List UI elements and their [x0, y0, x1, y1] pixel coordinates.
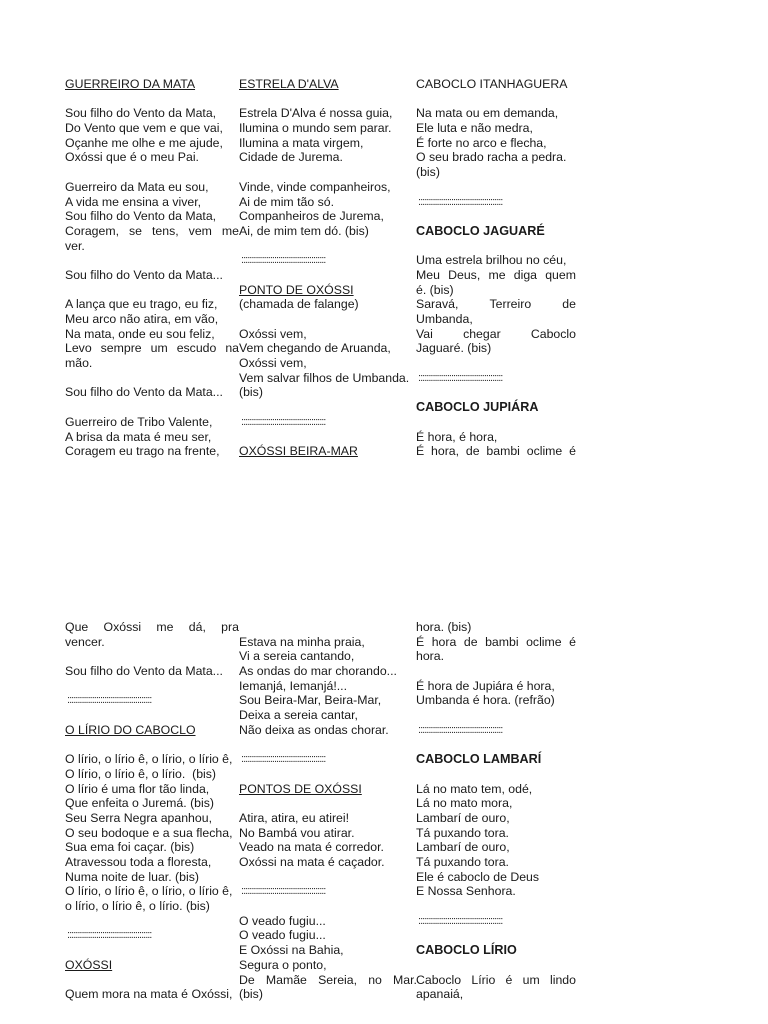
verse-line: E Oxóssi na Bahia, — [239, 943, 344, 958]
section-title: OXÓSSI — [65, 957, 113, 972]
verse-line-justified: Que Oxóssi me dá, pra — [65, 620, 239, 634]
verse-line: Vinde, vinde companheiros, — [239, 179, 391, 194]
blank-line — [239, 870, 417, 885]
blank-line — [239, 899, 417, 914]
blank-line — [239, 268, 417, 283]
blank-line — [239, 400, 417, 415]
blank-line — [65, 400, 239, 415]
dotted-separator: ::::::::::::::::::::::::::::::::::::::::: — [65, 929, 152, 942]
verse-line: Lá no mato mora, — [416, 796, 513, 811]
verse-line: Vem salvar filhos de Umbanda. — [239, 370, 410, 385]
verse-line: Na mata, onde eu sou feliz, — [65, 326, 215, 341]
verse-line: CABOCLO ITANHAGUERA — [416, 77, 568, 91]
verse-line: apanaiá, — [416, 987, 464, 1002]
verse-line: As ondas do mar chorando... — [239, 664, 397, 679]
verse-line: Não deixa as ondas chorar. — [239, 722, 389, 737]
blank-line — [65, 738, 239, 753]
dotted-separator: ::::::::::::::::::::::::::::::::::::::::: — [416, 723, 503, 736]
blank-line — [239, 620, 417, 635]
verse-line-justified: De Mamãe Sereia, no Mar. — [239, 972, 417, 987]
verse-line: Umbanda é hora. (refrão) — [416, 693, 555, 708]
verse-line: Meu arco não atira, em vão, — [65, 312, 219, 326]
verse-line: A brisa da mata é meu ser, — [65, 429, 212, 444]
verse-line: Quem mora na mata é Oxóssi, — [65, 987, 233, 1002]
blank-line — [65, 283, 239, 298]
verse-line: O seu bodoque e a sua flecha, — [65, 825, 233, 840]
verse-line: Ele é caboclo de Deus — [416, 869, 540, 884]
bottom-column-3 — [416, 620, 576, 1002]
verse-line: Cidade de Jurema. — [239, 150, 343, 165]
section-title: OXÓSSI BEIRA-MAR — [239, 444, 358, 459]
verse-line-justified: Caboclo Lírio é um lindo — [416, 972, 576, 987]
top-column-1 — [65, 77, 239, 459]
blank-line — [416, 239, 576, 254]
blank-line — [416, 708, 576, 723]
verse-line: (chamada de falange) — [239, 297, 359, 312]
top-column-2 — [239, 77, 417, 459]
verse-line: O veado fugiu... — [239, 913, 326, 928]
blank-line — [239, 796, 417, 811]
blank-line — [65, 371, 239, 386]
verse-line: Iemanjá, Iemanjá!... — [239, 678, 347, 693]
verse-line: (bis) — [416, 165, 440, 180]
verse-line: Uma estrela brilhou no céu, — [416, 253, 567, 268]
verse-line: É forte no arco e flecha, — [416, 135, 547, 150]
verse-line: Atravessou toda a floresta, — [65, 855, 212, 869]
section-title: PONTOS DE OXÓSSI — [239, 781, 362, 796]
blank-line — [65, 679, 239, 694]
section-title: ESTRELA D'ALVA — [239, 77, 339, 91]
verse-line: (bis) — [239, 385, 263, 400]
verse-line: O lírio, o lírio ê, o lírio, o lírio ê, — [65, 752, 233, 767]
verse-line: É hora, é hora, — [416, 429, 498, 444]
verse-line: Na mata ou em demanda, — [416, 106, 559, 121]
verse-line: A vida me ensina a viver, — [65, 194, 202, 209]
verse-line: Estrela D'Alva é nossa guia, — [239, 106, 393, 121]
verse-line: mão. — [65, 356, 93, 371]
verse-line: Oçanhe me olhe e me ajude, — [65, 135, 223, 150]
verse-line: Jaguaré. (bis) — [416, 341, 492, 356]
blank-line — [239, 239, 417, 254]
verse-line-justified: É hora, de bambi oclime é — [416, 444, 576, 459]
blank-line — [239, 92, 417, 107]
verse-line-justified: Levo sempre um escudo na — [65, 341, 239, 356]
verse-line: Guerreiro da Mata eu sou, — [65, 179, 209, 194]
verse-line-justified: É hora de bambi oclime é — [416, 634, 576, 649]
verse-line: hora. (bis) — [416, 620, 472, 634]
blank-line — [416, 209, 576, 224]
section-title: CABOCLO JAGUARÉ — [416, 223, 545, 238]
verse-line: O lírio é uma flor tão linda, — [65, 781, 210, 796]
verse-line-justified: Meu Deus, me diga quem — [416, 267, 576, 282]
verse-line: O veado fugiu... — [239, 928, 326, 943]
blank-line — [239, 165, 417, 180]
verse-line: Sou Beira-Mar, Beira-Mar, — [239, 693, 382, 708]
verse-line: O lírio, o lírio ê, o lírio. (bis) — [65, 766, 217, 781]
verse-line: vencer. — [65, 634, 105, 649]
verse-line: Coragem eu trago na frente, — [65, 444, 220, 459]
verse-line: Ilumina o mundo sem parar. — [239, 121, 392, 136]
blank-line — [239, 430, 417, 445]
verse-line: Companheiros de Jurema, — [239, 209, 384, 224]
blank-line — [416, 415, 576, 430]
bottom-column-1 — [65, 620, 239, 1002]
verse-line: Guerreiro de Tribo Valente, — [65, 414, 213, 429]
verse-line: Tá puxando tora. — [416, 825, 509, 840]
verse-line: Sou filho do Vento da Mata... — [65, 385, 223, 400]
verse-line: Que enfeita o Juremá. (bis) — [65, 796, 214, 811]
verse-line: é. (bis) — [416, 282, 454, 297]
verse-line: Do Vento que vem e que vai, — [65, 121, 223, 136]
blank-line — [239, 312, 417, 327]
blank-line — [65, 92, 239, 107]
verse-line: Ai de mim tão só. — [239, 194, 334, 209]
blank-line — [65, 165, 239, 180]
verse-line: Ilumina a mata virgem, — [239, 135, 364, 150]
blank-line — [65, 708, 239, 723]
verse-line: Lambarí de ouro, — [416, 810, 510, 825]
bottom-column-2 — [239, 620, 417, 1002]
verse-line: Oxóssi vem, — [239, 326, 307, 341]
verse-line: No Bambá vou atirar. — [239, 825, 355, 840]
verse-line: Vi a sereia cantando, — [239, 649, 355, 664]
blank-line — [65, 914, 239, 929]
verse-line: É hora de Jupiára é hora, — [416, 678, 555, 693]
verse-line: hora. — [416, 649, 445, 664]
blank-line — [416, 767, 576, 782]
blank-line — [239, 767, 417, 782]
blank-line — [416, 928, 576, 943]
verse-line: O lírio, o lírio ê, o lírio, o lírio ê, — [65, 884, 233, 899]
verse-line: A lança que eu trago, eu fiz, — [65, 297, 218, 312]
dotted-separator: ::::::::::::::::::::::::::::::::::::::::: — [416, 195, 503, 208]
verse-line: Numa noite de luar. (bis) — [65, 869, 199, 884]
verse-line: Oxóssi na mata é caçador. — [239, 855, 385, 869]
section-title: O LÍRIO DO CABOCLO — [65, 722, 196, 737]
verse-line: Veado na mata é corredor. — [239, 840, 384, 855]
blank-line — [416, 738, 576, 753]
verse-line: Lambarí de ouro, — [416, 840, 510, 855]
blank-line — [416, 664, 576, 679]
blank-line — [416, 899, 576, 914]
blank-line — [65, 253, 239, 268]
dotted-separator: ::::::::::::::::::::::::::::::::::::::::: — [65, 694, 152, 707]
dotted-separator: ::::::::::::::::::::::::::::::::::::::::: — [239, 254, 326, 267]
dotted-separator: ::::::::::::::::::::::::::::::::::::::::: — [239, 415, 326, 428]
section-title: CABOCLO LAMBARÍ — [416, 752, 542, 767]
blank-line — [416, 356, 576, 371]
dotted-separator: ::::::::::::::::::::::::::::::::::::::::: — [239, 753, 326, 766]
verse-line: Lá no mato tem, odé, — [416, 781, 533, 796]
section-title: GUERREIRO DA MATA — [65, 77, 196, 91]
verse-line: o lírio, o lírio ê, o lírio. (bis) — [65, 899, 210, 914]
blank-line — [416, 180, 576, 195]
verse-line: Sua ema foi caçar. (bis) — [65, 840, 195, 855]
verse-line: Atira, atira, eu atirei! — [239, 810, 350, 825]
verse-line: Ai, de mim tem dó. (bis) — [239, 223, 369, 238]
blank-line — [65, 973, 239, 988]
top-column-3 — [416, 77, 576, 459]
verse-line: Oxóssi que é o meu Pai. — [65, 150, 199, 165]
dotted-separator: ::::::::::::::::::::::::::::::::::::::::: — [239, 885, 326, 898]
verse-line: Estava na minha praia, — [239, 634, 365, 649]
blank-line — [416, 92, 576, 107]
verse-line: Tá puxando tora. — [416, 855, 509, 869]
dotted-separator: ::::::::::::::::::::::::::::::::::::::::: — [416, 914, 503, 927]
verse-line: Deixa a sereia cantar, — [239, 708, 358, 723]
verse-line: Segura o ponto, — [239, 957, 327, 972]
verse-line-justified: Vai chegar Caboclo — [416, 326, 576, 341]
section-title: CABOCLO JUPIÁRA — [416, 400, 539, 415]
verse-line: Ele luta e não medra, — [416, 121, 533, 136]
verse-line: Umbanda, — [416, 312, 473, 326]
dotted-separator: ::::::::::::::::::::::::::::::::::::::::: — [416, 371, 503, 384]
section-title: CABOCLO LÍRIO — [416, 943, 517, 958]
verse-line: Sou filho do Vento da Mata... — [65, 664, 223, 679]
verse-line: Vem chegando de Aruanda, — [239, 341, 391, 356]
section-title: PONTO DE OXÓSSI — [239, 282, 354, 297]
blank-line — [416, 958, 576, 973]
verse-line: Seu Serra Negra apanhou, — [65, 810, 212, 825]
verse-line: ver. — [65, 238, 85, 253]
blank-line — [239, 738, 417, 753]
verse-line: O seu brado racha a pedra. — [416, 150, 567, 165]
blank-line — [416, 385, 576, 400]
verse-line-justified: Coragem, se tens, vem me — [65, 223, 239, 238]
verse-line: Sou filho do Vento da Mata, — [65, 106, 217, 121]
verse-line: E Nossa Senhora. — [416, 884, 516, 899]
blank-line — [65, 943, 239, 958]
verse-line-justified: Saravá, Terreiro de — [416, 297, 576, 312]
verse-line: Oxóssi vem, — [239, 356, 307, 371]
verse-line: Sou filho do Vento da Mata, — [65, 209, 217, 224]
verse-line: Sou filho do Vento da Mata... — [65, 267, 223, 282]
blank-line — [65, 649, 239, 664]
verse-line: (bis) — [239, 987, 263, 1002]
